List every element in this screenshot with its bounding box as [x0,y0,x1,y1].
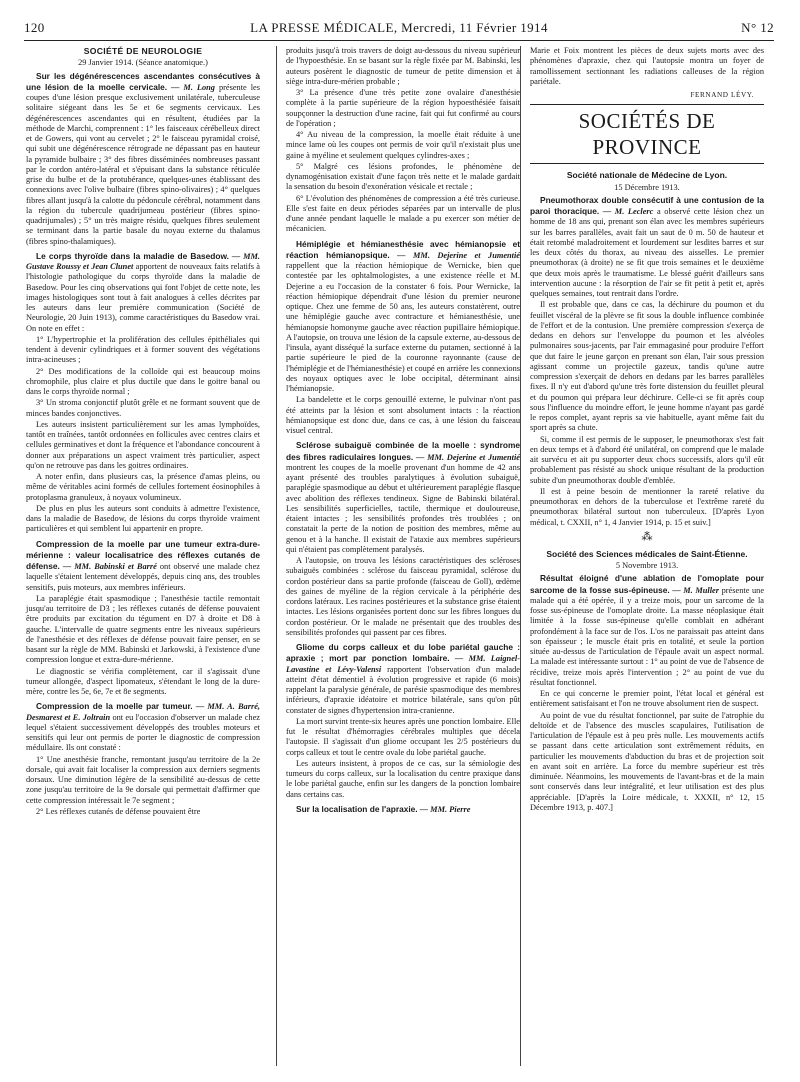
article-author: — M. Muller [672,585,719,595]
article-title: Sur la localisation de l'apraxie. [296,803,418,814]
article-text: ont observé une malade chez laquelle s'étaient lentement développés, depuis cinq ans, des troubles sensitifs, puis moteurs, aux membres inférieurs. [26,562,260,592]
article-paragraph [286,440,520,555]
article-text: présente une malade qui a été opérée, il y a treize mois, pour un sarcome de la fosse sus-épineuse de l'omoplate droite. La masse néoplasique était limitée à la fosse sus-épineuse qu'elle comblait en adhérant profondément à la face sur de l'os. L'os ne paraissait pas atteint dans son épaisseur ; le muscle était pris en totalité, et seule la portion située au-dessus de l'articulation de l'épaule avait un aspect normal. La malade est intéressante surtout : 1° au point de vue de l'absence de récidive, treize mois après l'intervention ; 2° au point de vue du résultat fonctionnel. [530,585,765,687]
article-paragraph [286,642,520,716]
article-paragraph: Il est probable que, dans ce cas, la déchirure du poumon et du feuillet viscéral de la plèvre se fit sous la double influence combinée de l'effort et de la contusion. Une première compression s'exerça de dedans en dehors sur l'enveloppe du poumon et les alvéoles pulmonaires sous-jacents, par l'air emmagasiné pour produire l'effort que dut faire le jeune garçon en prenant son élan, l'air sous pression agissant comme un projectile gazeux, tandis qu'une autre compression s'exerçait de dehors en dedans par les barres parallèles fixes. Il n'y eut d'abord qu'une très forte distension du feuillet pleural et du poumon qui prépara leur déchirure. Celle-ci se fit après coup sous l'influence du moindre effort, le jeune homme n'ayant pas gardé le repos complet, ayant repris sa vie habituelle, ayant même fait du sport après sa chute. [530,300,764,433]
article-paragraph: De plus en plus les auteurs sont conduits à admettre l'existence, dans la maladie de Basedow, de lésions du corps thyroïde vraiment particulières et qui semblent lui appartenir en propre. [26,503,260,534]
section-rule [530,104,764,105]
article-title: Gliome du corps calleux et du lobe pariétal gauche : apraxie ; mort par ponction lombaire. [286,642,520,664]
article-paragraph: produits jusqu'à trois travers de doigt au-dessous du niveau supérieur de l'hypoesthésie. En se basant sur la règle fixée par M. Babinski, les auteurs posèrent le diagnostic de tumeur de petite dimension et à siège intra-dure-mérien probable ; [286,46,520,86]
article-author: — MM. Gustave Roussy et Jean Clunet [26,251,260,271]
article-paragraph [530,573,764,688]
article-author: — MM. Pierre [419,804,471,814]
column-3 [530,46,764,814]
article-title: Hémiplégie et hémianesthésie avec hémianopsie et réaction hémianopsique. [286,238,520,260]
article-text: apportent de nouveaux faits relatifs à l'histologie pathologique du corps thyroïde dans la maladie de Basedow. Pour les cinq observations qui font l'objet de cette note, les images histologiques sont tout à fait analogues à celles décrites par les auteurs dans leur première communication (Société de Neurologie, 20 Juin 1913), comme caractéristiques du Basedow vrai. On note en effet : [26,262,260,333]
article-paragraph: 3° La présence d'une très petite zone ovalaire d'anesthésie complète à la partie supérieure de la région hypoesthésiée faisait soupçonner la destruction d'une racine, fait qui fut confirmé au cours de l'opération ; [286,88,520,128]
article-paragraph: 2° Les réflexes cutanés de défense pouvaient être [36,806,201,816]
article-text: rappellent que la réaction hémiopique de Wernicke, bien que contestée par les ophtalmologistes, a une existence réelle et M. Dejerine a eu l'occasion de la constater 6 fois. Pour Wernicke, la réaction hémiopique dépendrait d'une lésion du premier neurone optique. Chez une femme de 50 ans, les auteurs constatèrent, outre une hémiplégie gauche avec contracture et hémianesthésie, une hémianopsie homonyme gauche avec réaction pupillaire hémiopique. A l'autopsie, on trouva une lésion de la capsule externe, au-dessous de l'insula, ayant disséqué la surface externe du putamen, sectionné à la partie supérieure le pied de la couronne rayonnante (cause de l'hémiplégie et de l'hémianesthésie) et coupé en arrière les connexions des noyaux optiques avec le lobe occipital, déterminant ainsi l'hémianopsie. [286,261,520,393]
session-date: 5 Novembre 1913. [615,561,679,570]
article-paragraph [286,804,520,815]
article-paragraph: 2° Des modifications de la colloïde qui est beaucoup moins chromophile, plus claire et plus ductile que dans le goitre banal ou dans le corps thyroïde normal ; [26,366,260,396]
column-1 [26,46,260,818]
article-paragraph: En ce qui concerne le premier point, l'état local et général est entièrement satisfaisant et l'on ne trouve absolument rien de suspect. [530,689,764,709]
section-rule [530,163,764,164]
header-rule [24,40,774,41]
article-paragraph: 4° Au niveau de la compression, la moelle était réduite à une mince lame où les coupes ont permis de voir qu'il n'existait plus une gaine à myéline et seulement quelques cylindres-axes ; [286,130,520,160]
article-paragraph: Les auteurs insistent, à propos de ce cas, sur la sémiologie des tumeurs du corps calleux, sur la localisation du centre praxique dans le lobe pariétal gauche, enfin sur les dangers de la ponction lombaire dans certains cas. [286,758,520,799]
article-paragraph [26,701,260,753]
article-text: présente les coupes d'une lésion presque exclusivement unilatérale, tuberculeuse solitaire siégeant dans les 5e et 6e segments cervicaux. Les dégénérescences ascendantes qui en résultent, étudiées par la méthode de Marchi, comprennent : 1° les faisceaux cérébelleux direct et de Gowers, qui vont au cervelet ; 2° le faisceau pyramidal croisé, qui subit une dégénérescence rétrograde ne dépassant pas en hauteur la pyramide bulbaire ; 3° des fibres disséminées nombreuses passant par le cordon antéro-latéral et s'épuisant dans la substance réticulée grise du bulbe et de la protubérance, quelques-unes établissant des connexions avec l'olive bulbaire (fibres spino-olivaires) ; 4° quelques fibres allant jusqu'à la calotte du pédoncule cérébral, notamment dans la région du tubercule quadrijumeau postérieur (fibres spino-quadrijumales) ; 5° un très maigre résidu, quelques fibres seulement se terminant dans la partie basale du noyau externe du thalamus (fibres spino-thalamiques). [26,82,260,246]
article-author: — M. Leclerc [602,207,654,216]
article-paragraph: Le diagnostic se vérifia complètement, car il s'agissait d'une tumeur allongée, d'aspect lipomateux, s'étendant le long de la dure-mère, contre les 5e, 6e, 7e et 8e segments. [26,666,260,696]
signature: FERNAND LÉVY. [690,91,754,99]
article-author: — MM. Dejerine et Jumentié [397,250,521,260]
article-paragraph: A l'autopsie, on trouva les lésions caractéristiques des scléroses subaiguës combinées : sclérose du faisceau pyramidal, sclérose du cordon postérieur dans sa partie profonde (faisceau de Goll), œdème des gaines de myéline de la région cervicale à la périphérie des cordons latéraux. Les racines postérieures et la substance grise étaient intactes. Les lésions organisées portent donc sur les fibres longues du cordon postérieur. Or le malade ne présentait que des troubles des sensibilités profondes qui passent par ces fibres. [286,556,520,637]
article-title: Le corps thyroïde dans la maladie de Basedow. [36,250,229,261]
issue-number: N° 12 [741,20,774,35]
article-author: — MM. Babinski et Barré [62,562,157,571]
article-paragraph: La bandelette et le corps genouillé externe, le pulvinar n'ont pas été atteints par la lésion et sont absolument intacts : la réaction hémianopsique est donc due, dans ce cas, à une lésion du faisceau visuel central. [286,395,520,435]
article-title: Sclérose subaiguë combinée de la moelle : syndrome des fibres radiculaires longues. [286,440,520,462]
society-name: Société des Sciences médicales de Saint-Étienne. [546,548,748,559]
article-paragraph [26,539,260,593]
section-title: SOCIÉTÉ DE NEUROLOGIE [83,46,203,56]
article-paragraph: La paraplégie était spasmodique ; l'anesthésie tactile remontait jusqu'au territoire de D3 ; les réflexes cutanés de défense pouvaient être produits par excitation du tégument en D7 à droite et D8 à gauche. L'intervalle de quatre segments entre les niveaux supérieurs de l'anesthésie et des réflexes de défense pouvait faire penser, en se basant sur la règle de MM. Babinski et Jarkowski, à l'existence d'une compression longue et extra-dure-mérienne. [26,593,260,665]
article-text: rapportent l'observation d'un malade atteint d'état démentiel à évolution progressive et rapide (6 mois) rappelant la paralysie générale, de parésie spasmodique des membres inférieurs, d'apraxie idéatoire et motrice bilatérale, sans qu'on pût constater de signes d'hypertension intra-cranienne. [286,664,520,715]
article-title: Résultat éloigné d'une ablation de l'omoplate pour sarcome de la fosse sus-épineuse. [530,573,764,595]
section-heading: SOCIÉTÉS DE PROVINCE [578,109,716,160]
article-paragraph: Il est à peine besoin de mentionner la rareté relative du pneumothorax en dehors de la tuberculose et l'extrême rareté du pneumothorax bilatéral surtout non tuberculeux. [D'après Lyon médical, t. CXXII, n° 1, 4 Janvier 1914, p. 15 et suiv.] [530,486,764,527]
column-2 [286,46,520,816]
masthead [24,20,774,36]
article-paragraph: A noter enfin, dans plusieurs cas, la présence d'amas pleins, ou même de véritables acini formés de cellules fortement éosinophiles à protoplasma granuleux, à noyaux volumineux. [26,472,260,502]
article-text: ont eu l'occasion d'observer un malade chez lequel s'étaient successivement développés des troubles moteurs et sensitifs qui leur ont permis de porter le diagnostic de compression médullaire. Ils ont constaté : [26,712,260,753]
article-text: a observé cette lésion chez un homme de 18 ans qui, prenant son élan avec les membres supérieurs sur les barres parallèles, avait fait un saut de 0 m. 50 de hauteur et était retombé maladroitement et lourdement sur lesdites barres et sur les deux côtés du thorax, au niveau des aisselles. Le premier pneumothorax (à droite) ne se fit que trois semaines et le deuxième que deux mois après le traumatisme. Le blessé guérit d'ailleurs sans intervention aucune : la résorption de l'air se fit petit à petit et, après quelques semaines, tout rentrait dans l'ordre. [530,207,764,298]
article-author: — MM. Laignel-Lavastine et Lévy-Valensi [286,654,521,674]
article-author: — MM. Dejerine et Jumentié [416,452,520,462]
article-title: Sur les dégénérescences ascendantes consécutives à une lésion de la moelle cervicale. [26,70,260,92]
section-separator-stars: ⁂ [641,530,653,543]
article-paragraph: 6° L'évolution des phénomènes de compression a été très curieuse. Elle s'est faite en deux périodes séparées par un intervalle de plus d'une année pendant laquelle le malade a pu exercer son métier de mécanicien. [286,193,520,234]
article-paragraph: Au point de vue du résultat fonctionnel, par suite de l'atrophie du deltoïde et de l'absence des muscles scapulaires, l'utilisation de l'articulation de l'épaule est à peu près nulle. Les mouvements actifs se passant dans cette articulation sont extrêmement réduits, en particulier les mouvements d'abduction du bras et de projection soit en avant soit en arrière. La force du membre supérieur est très diminuée. Néanmoins, les mouvements de l'avant-bras et de la main sont conservés dans leur intégralité, et leur utilisation est des plus appréciable. [D'après la Loire médicale, t. XXXII, n° 12, 15 Décembre 1913, p. 407.] [530,710,764,812]
article-paragraph: 5° Malgré ces lésions profondes, le phénomène de dynamogénisation existait d'une façon très nette et le malade gardait la sensation du besoin d'exonération vésicale et rectale ; [286,161,520,192]
article-paragraph [286,239,520,395]
article-paragraph [530,195,764,300]
article-author: — MM. A. Barré, Desmarest et E. Joltrain [26,702,260,722]
article-paragraph: 1° Une anesthésie franche, remontant jusqu'au territoire de la 2e dorsale, qui avait fait localiser la compression aux derniers segments dorsaux. Une diminution légère de la sensibilité au-dessus de cette zone jusqu'au territoire de la 9e dorsale qui permettait d'affirmer que cette compression intéressait le 7e segment ; [26,754,260,805]
article-title: Compression de la moelle par une tumeur extra-dure-mérienne : valeur localisatrice des réflexes cutanés de défense. [26,538,260,571]
article-title: Compression de la moelle par tumeur. [36,701,193,712]
article-paragraph: Si, comme il est permis de le supposer, le pneumothorax s'est fait en deux temps et à d'abord été unilatéral, on comprend que le malade ait survécu et ait pu supporter deux chocs successifs, alors qu'il eût probablement pas résisté au shock unique résultant de la production subite d'un pneumothorax double d'emblée. [530,434,764,485]
article-text: montrent les coupes de la moelle provenant d'un homme de 42 ans ayant présenté des troubles paralytiques à évolution subaiguë, paraplégie spasmodique au début et ultérieurement paraplégie flasque avec abolition des réflexes tendineux. Signe de Babinski bilatéral. Les sensibilités superficielles, tactile, thermique et douloureuse, étaient intactes ; les sensibilités profondes très troublées ; on constatait la perte de la notion de position des membres, même au genou et à la hanche. Il existait de l'ataxie aux membres supérieurs qui n'étaient pas complètement paralysés. [286,462,520,554]
article-author: — M. Long [171,82,215,92]
page-number: 120 [24,20,45,35]
article-paragraph: Marie et Foix montrent les pièces de deux sujets morts avec des phénomènes d'apraxie, chez qui l'autopsie montra un foyer de ramollissement sectionnant les radiations calleuses de la région pariétale. [530,46,764,86]
column-divider [520,46,521,1066]
article-paragraph [26,251,260,334]
article-paragraph: La mort survint trente-six heures après une ponction lombaire. Elle fut le résultat d'hémorragies cérébrales multiples que décela l'autopsie. Il s'agissait d'un gliome occupant les 2/5 postérieurs du corps calleux et tout le centre ovale du lobe pariétal gauche. [286,716,520,757]
session-date: 29 Janvier 1914. (Séance anatomique.) [78,58,208,68]
article-paragraph: Les auteurs insistent particulièrement sur les amas lymphoïdes, tantôt en traînées, tantôt ordonnées en follicules avec centres clairs et cellules germinatives et dont la fréquence et l'abondance concourent à donner aux préparations un aspect vraiment très particulier, aspect qu'on ne retrouve pas dans les goitres ordinaires. [26,419,260,470]
article-paragraph [26,71,260,247]
article-paragraph: 3° Un stroma conjonctif plutôt grêle et ne formant souvent que de minces bandes conjonctives. [26,398,260,418]
society-name: Société nationale de Médecine de Lyon. [566,170,728,181]
column-divider [276,46,277,1066]
journal-title: LA PRESSE MÉDICALE, Mercredi, 11 Février 1914 [250,20,548,35]
article-paragraph: 1° L'hypertrophie et la prolifération des cellules épithéliales qui tendent à devenir cylindriques et à former souvent des végétations intra-acineuses ; [26,334,260,365]
article-title: Pneumothorax double consécutif à une contusion de la paroi thoracique. [530,194,764,216]
session-date: 15 Décembre 1913. [614,182,680,192]
